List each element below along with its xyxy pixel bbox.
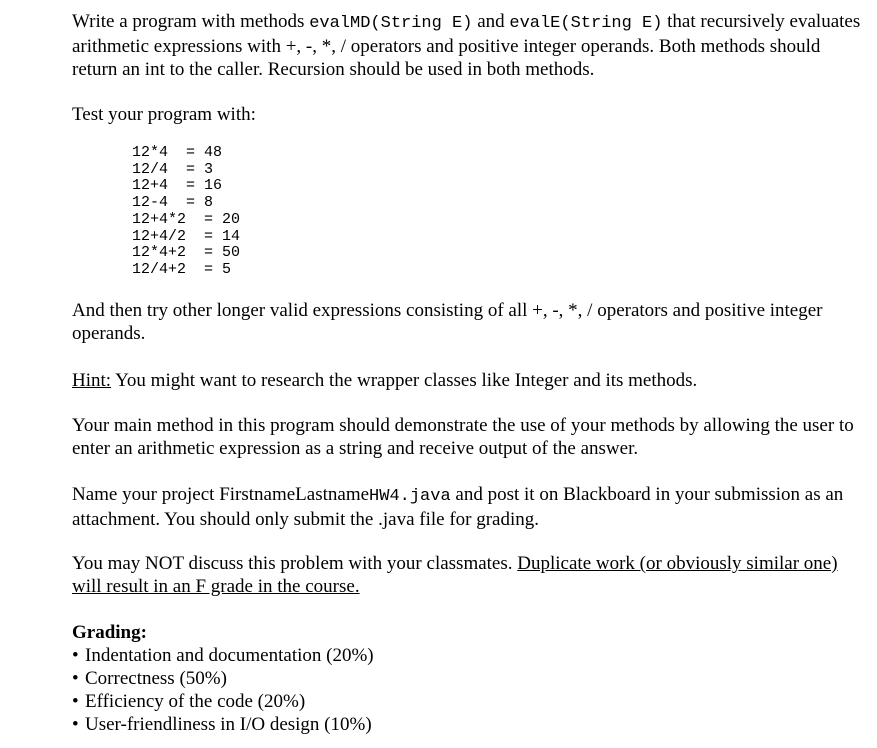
grading-item [72,667,374,690]
example-row: 12*4+2 = 50 [132,244,241,262]
example-row: 12+4/2 = 14 [132,227,241,245]
example-row: 12+4*2 = 20 [132,210,241,228]
example-row: 12+4 = 16 [132,177,223,195]
test-examples [132,145,240,279]
grading-list [72,644,374,736]
naming-paragraph [72,483,862,531]
intro-paragraph [72,10,862,81]
intro-text-2: and [472,11,510,32]
intro-text-1: Write a program with methods [72,11,310,32]
policy-text: You may NOT discuss this problem with your classmates. [72,553,518,574]
evalmd-signature: evalMD(String E) [309,14,473,33]
grading-item [72,644,374,667]
evale-signature: evalE(String E) [509,14,663,33]
example-row: 12/4 = 3 [132,160,214,178]
policy-paragraph [72,552,862,598]
intro-text-3: that recursively evaluates arithmetic expressions with +, -, *, / operators and positive integer operands. Both methods should return an int to the caller. Recursion should be used in both methods. [72,11,861,80]
filename-code: HW4.java [369,487,451,506]
bullet-icon: • [72,645,79,666]
example-row: 12-4 = 8 [132,194,214,212]
test-heading: Test your program with: [72,104,256,125]
grading-item [72,690,374,713]
grading-item [72,713,374,736]
main-method-paragraph: Your main method in this program should demonstrate the use of your methods by allowing the user to enter an arithmetic expression as a string and receive output of the answer. [72,415,854,459]
grading-item-text: User-friendliness in I/O design (10%) [85,714,372,735]
bullet-icon: • [72,668,79,689]
naming-text-1: Name your project FirstnameLastname [72,484,370,505]
bullet-icon: • [72,691,79,712]
grading-item-text: Indentation and documentation (20%) [85,645,374,666]
policy-warning: Duplicate work (or obviously similar one) will result in an F grade in the course. [72,553,838,597]
grading-title: Grading: [72,622,147,643]
hint-label: Hint: [72,370,112,391]
longer-expressions-paragraph: And then try other longer valid expressions consisting of all +, -, *, / operators and positive integer operands. [72,300,823,344]
grading-item-text: Efficiency of the code (20%) [85,691,306,712]
grading-section [72,621,374,736]
example-row: 12/4+2 = 5 [132,260,232,278]
hint-text: You might want to research the wrapper classes like Integer and its methods. [111,370,698,391]
bullet-icon: • [72,714,79,735]
naming-text-2: and post it on Blackboard in your submission as an attachment. You should only submit the .java file for grading. [72,484,844,530]
hint-paragraph [72,369,697,392]
grading-item-text: Correctness (50%) [85,668,227,689]
example-row: 12*4 = 48 [132,144,223,161]
